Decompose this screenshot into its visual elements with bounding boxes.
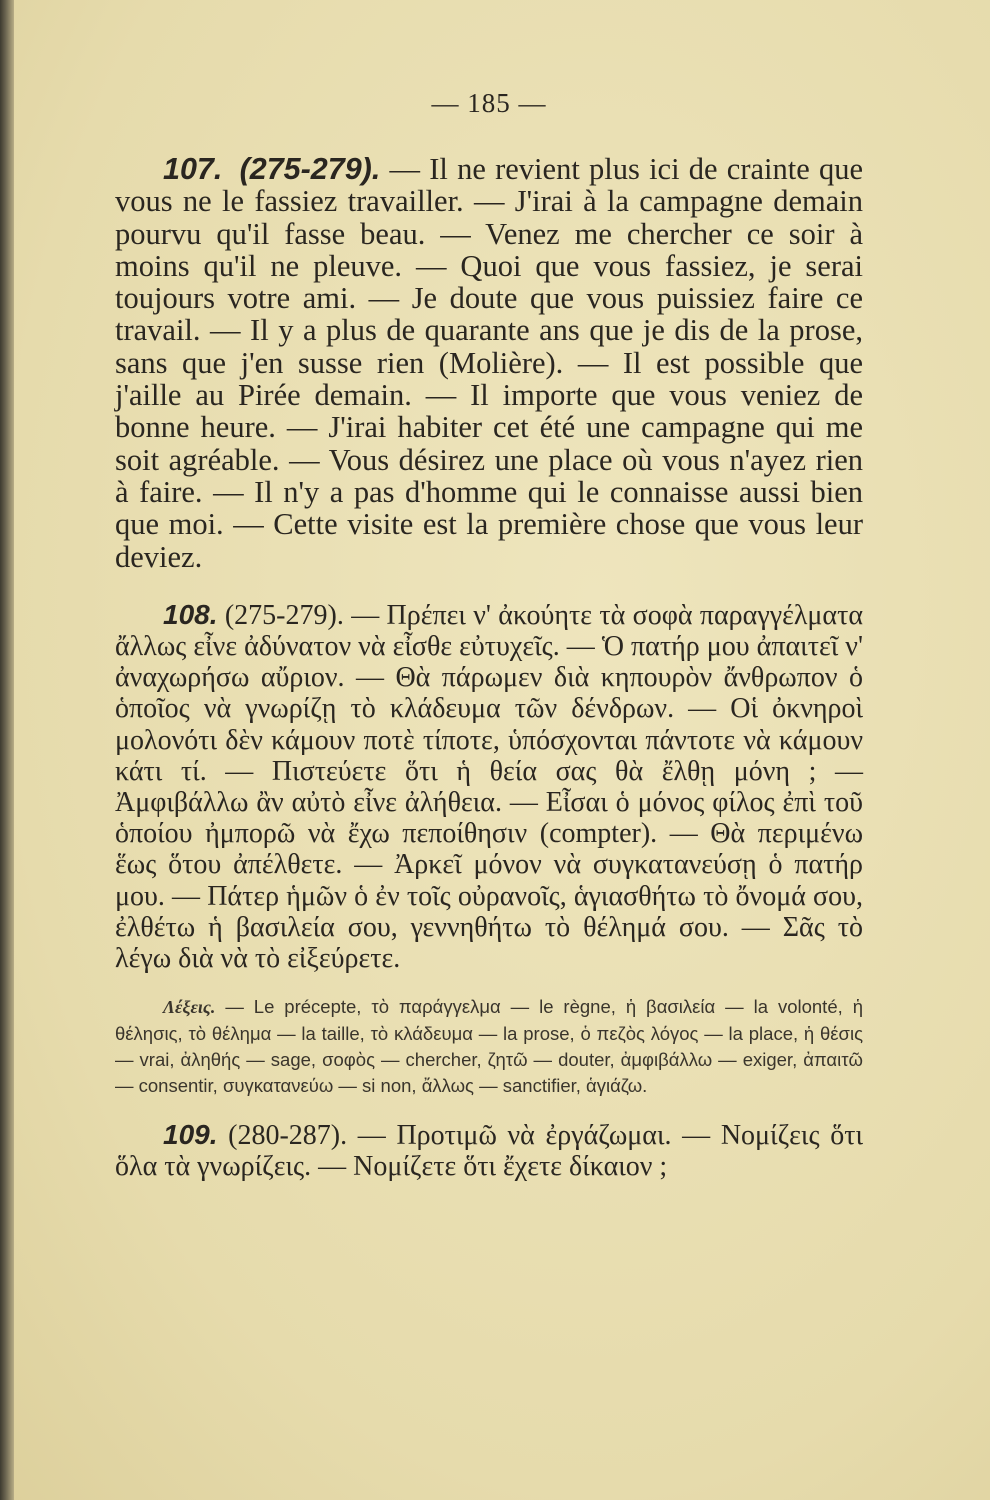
exercise-paragraph	[115, 599, 863, 974]
exercise-reference: (280-287).	[228, 1120, 348, 1152]
book-binding-edge	[0, 0, 14, 1500]
exercise-number: 107.	[163, 152, 223, 186]
exercise-number: 108.	[163, 598, 218, 630]
exercise-reference: (275-279).	[224, 599, 344, 631]
exercise-107	[115, 153, 863, 573]
vocabulary-label: Λέξεις.	[163, 997, 216, 1018]
page-number: — 185 —	[431, 88, 547, 118]
exercise-108	[115, 599, 863, 974]
exercise-109	[115, 1119, 863, 1182]
book-page	[115, 88, 863, 1183]
exercise-number: 109.	[163, 1119, 218, 1151]
exercise-paragraph	[115, 153, 863, 573]
exercise-text: — Πρέπει ν' ἀκούητε τὰ σοφὰ παραγγέλματα ἄλλως εἶνε ἀδύνατον νὰ εἶσθε εὐτυχεῖς. — Ὁ πατήρ μου ἀπαιτεῖ ν' ἀναχωρήσω αὔριον. — Θὰ πάρωμεν διὰ κηπουρὸν ἄνθρωπον ὁ ὁποῖος νὰ γνωρίζῃ τὸ κλάδευμα τῶν δένδρων. — Οἱ ὀκνηροὶ μολονότι δὲν κάμουν ποτὲ τίποτε, ὑπόσχονται πάντοτε νὰ κάμουν κάτι τί. — Πιστεύετε ὅτι ἡ θεία σας θὰ ἔλθῃ μόνη ; — Ἀμφιβάλλω ἂν αὐτὸ εἶνε ἀλήθεια. — Εἶσαι ὁ μόνος φίλος ἐπὶ τοῦ ὁποίου ἠμπορῶ νὰ ἔχω πεποίθησιν (compter). — Θὰ περιμένω ἕως ὅτου ἀπέλθετε. — Ἀρκεῖ μόνον νὰ συγκατανεύσῃ ὁ πατήρ μου. — Πάτερ ἡμῶν ὁ ἐν τοῖς οὐρανοῖς, ἁγιασθήτω τὸ ὄνομά σου, ἐλθέτω ἡ βασιλεία σου, γεννηθήτω τὸ θέλημά σου. — Σᾶς τὸ λέγω διὰ νὰ τὸ εἰξεύρετε.	[115, 599, 864, 975]
exercise-text: — Il ne revient plus ici de crainte que vous ne le fassiez travailler. — J'irai à la campagne demain pourvu qu'il fasse beau. — Venez me chercher ce soir à moins qu'il ne pleuve. — Quoi que vous fassiez, je serai toujours votre ami. — Je doute que vous puissiez faire ce travail. — Il y a plus de quarante ans que je dis de la prose, sans que j'en susse rien (Molière). — Il est possible que j'aille au Pirée demain. — Il importe que vous veniez de bonne heure. — J'irai habiter cet été une campagne qui me soit agréable. — Vous désirez une place où vous n'ayez rien à faire. — Il n'y a pas d'homme qui le connaisse aussi bien que moi. — Cette visite est la première chose que vous leur deviez.	[115, 152, 863, 574]
exercise-paragraph	[115, 1119, 863, 1182]
vocabulary-text: — Le précepte, τὸ παράγγελμα — le règne, ἡ βασιλεία — la volonté, ἡ θέλησις, τὸ θέλημα — la taille, τὸ κλάδευμα — la prose, ὁ πεζὸς λόγος — la place, ἡ θέσις — vrai, ἀληθής — sage, σοφὸς — chercher, ζητῶ — douter, ἀμφιβάλλω — exiger, ἀπαιτῶ — consentir, συγκατανεύω — si non, ἄλλως — sanctifier, ἁγιάζω.	[115, 996, 863, 1096]
vocabulary-list	[115, 994, 863, 1099]
exercise-text: — Προτιμῶ νὰ ἐργάζωμαι. — Νομίζεις ὅτι ὅλα τὰ γνωρίζεις. — Νομίζετε ὅτι ἔχετε δίκαιον ;	[115, 1120, 863, 1183]
exercise-reference: (275-279).	[239, 152, 381, 186]
